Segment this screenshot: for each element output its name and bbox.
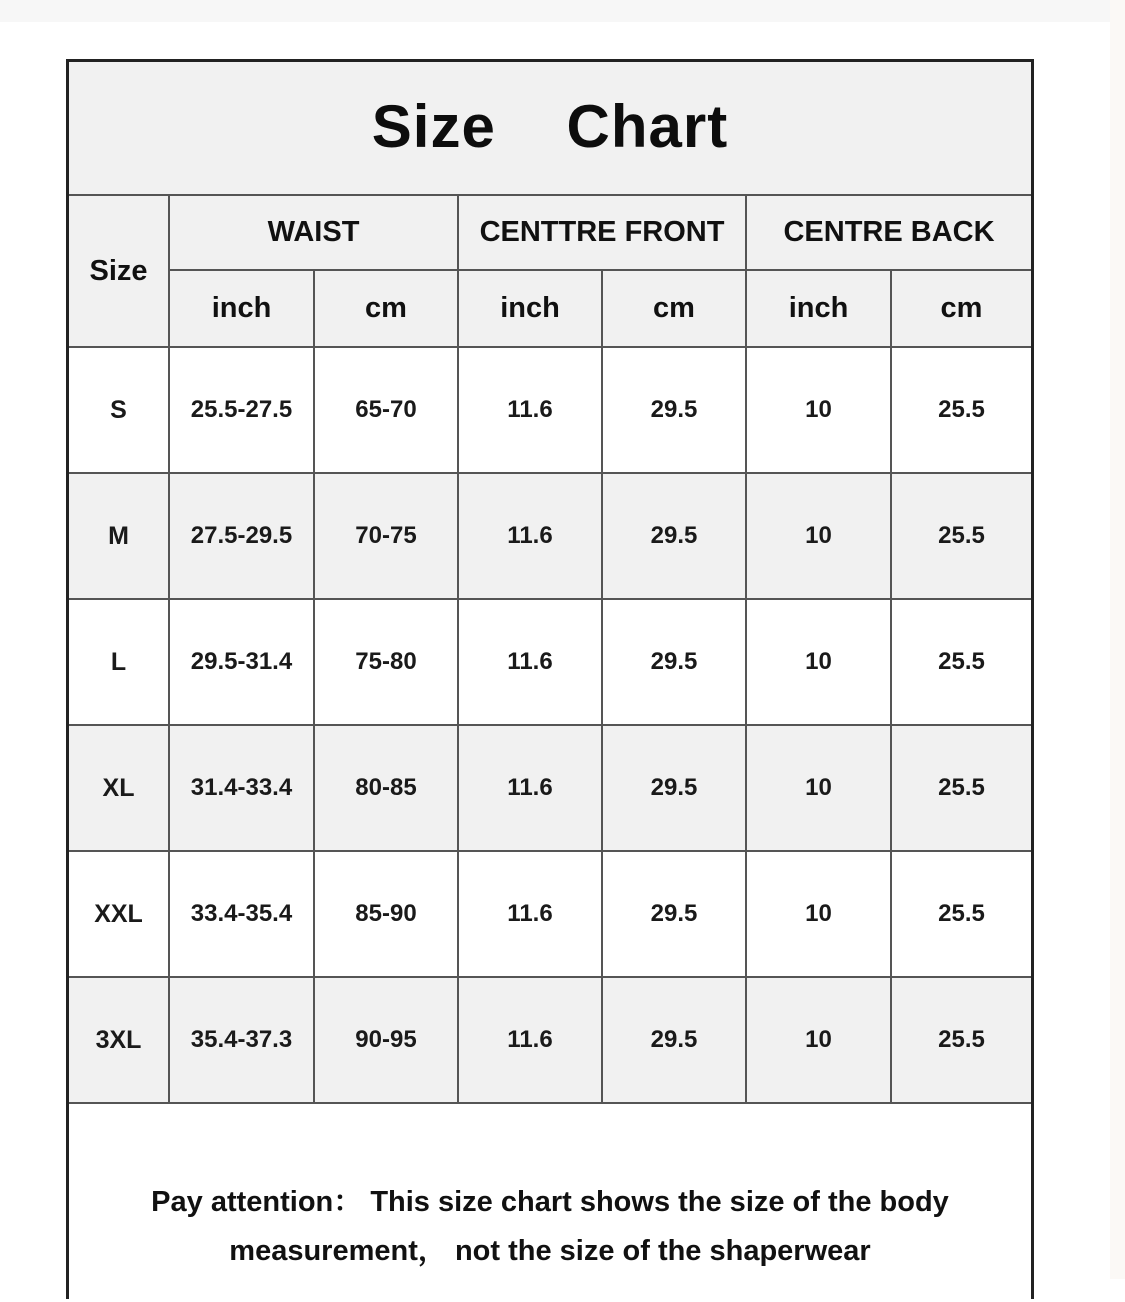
back-inch-cell: 10	[746, 977, 891, 1103]
waist-cm-cell: 75-80	[314, 599, 458, 725]
centre-front-header: CENTTRE FRONT	[458, 196, 746, 270]
waist-inch-cell: 35.4-37.3	[169, 977, 314, 1103]
group-header-row	[69, 196, 1031, 270]
size-cell: XXL	[69, 851, 169, 977]
waist-cm-header: cm	[314, 270, 458, 347]
table-row	[69, 725, 1031, 851]
back-inch-cell: 10	[746, 347, 891, 473]
front-cm-cell: 29.5	[602, 347, 746, 473]
front-cm-cell: 29.5	[602, 473, 746, 599]
table-row	[69, 347, 1031, 473]
top-background-strip	[0, 0, 1110, 22]
attention-note	[69, 1178, 1031, 1276]
size-cell: S	[69, 347, 169, 473]
front-inch-header: inch	[458, 270, 602, 347]
waist-inch-header: inch	[169, 270, 314, 347]
back-inch-header: inch	[746, 270, 891, 347]
waist-cm-cell: 70-75	[314, 473, 458, 599]
table-row	[69, 977, 1031, 1103]
waist-inch-cell: 33.4-35.4	[169, 851, 314, 977]
front-cm-header: cm	[602, 270, 746, 347]
waist-inch-cell: 27.5-29.5	[169, 473, 314, 599]
waist-cm-cell: 90-95	[314, 977, 458, 1103]
back-cm-cell: 25.5	[891, 347, 1031, 473]
waist-inch-cell: 25.5-27.5	[169, 347, 314, 473]
waist-header: WAIST	[169, 196, 458, 270]
size-table	[69, 196, 1031, 1104]
table-body	[69, 347, 1031, 1103]
note-section	[69, 1102, 1031, 1302]
back-cm-header: cm	[891, 270, 1031, 347]
back-cm-cell: 25.5	[891, 473, 1031, 599]
waist-cm-cell: 85-90	[314, 851, 458, 977]
front-inch-cell: 11.6	[458, 473, 602, 599]
table-row	[69, 473, 1031, 599]
size-chart	[66, 59, 1034, 1299]
size-column-header: Size	[69, 196, 169, 347]
size-cell: 3XL	[69, 977, 169, 1103]
size-cell: XL	[69, 725, 169, 851]
waist-inch-cell: 31.4-33.4	[169, 725, 314, 851]
waist-cm-cell: 65-70	[314, 347, 458, 473]
centre-back-header: CENTRE BACK	[746, 196, 1031, 270]
waist-cm-cell: 80-85	[314, 725, 458, 851]
front-inch-cell: 11.6	[458, 347, 602, 473]
front-cm-cell: 29.5	[602, 599, 746, 725]
back-cm-cell: 25.5	[891, 977, 1031, 1103]
front-cm-cell: 29.5	[602, 977, 746, 1103]
back-cm-cell: 25.5	[891, 851, 1031, 977]
back-cm-cell: 25.5	[891, 599, 1031, 725]
size-cell: L	[69, 599, 169, 725]
unit-header-row	[69, 270, 1031, 347]
note-line-2: measurement， not the size of the shaperwear	[229, 1235, 871, 1267]
back-inch-cell: 10	[746, 851, 891, 977]
front-inch-cell: 11.6	[458, 725, 602, 851]
back-cm-cell: 25.5	[891, 725, 1031, 851]
front-inch-cell: 11.6	[458, 851, 602, 977]
size-cell: M	[69, 473, 169, 599]
waist-inch-cell: 29.5-31.4	[169, 599, 314, 725]
back-inch-cell: 10	[746, 725, 891, 851]
back-inch-cell: 10	[746, 473, 891, 599]
back-inch-cell: 10	[746, 599, 891, 725]
table-row	[69, 599, 1031, 725]
front-cm-cell: 29.5	[602, 725, 746, 851]
chart-title: Size Chart	[371, 93, 729, 160]
note-line-1: Pay attention： This size chart shows the size of the body	[151, 1186, 949, 1218]
right-background-strip	[1110, 0, 1125, 1279]
table-row	[69, 851, 1031, 977]
title-band	[69, 62, 1031, 196]
front-cm-cell: 29.5	[602, 851, 746, 977]
front-inch-cell: 11.6	[458, 599, 602, 725]
front-inch-cell: 11.6	[458, 977, 602, 1103]
